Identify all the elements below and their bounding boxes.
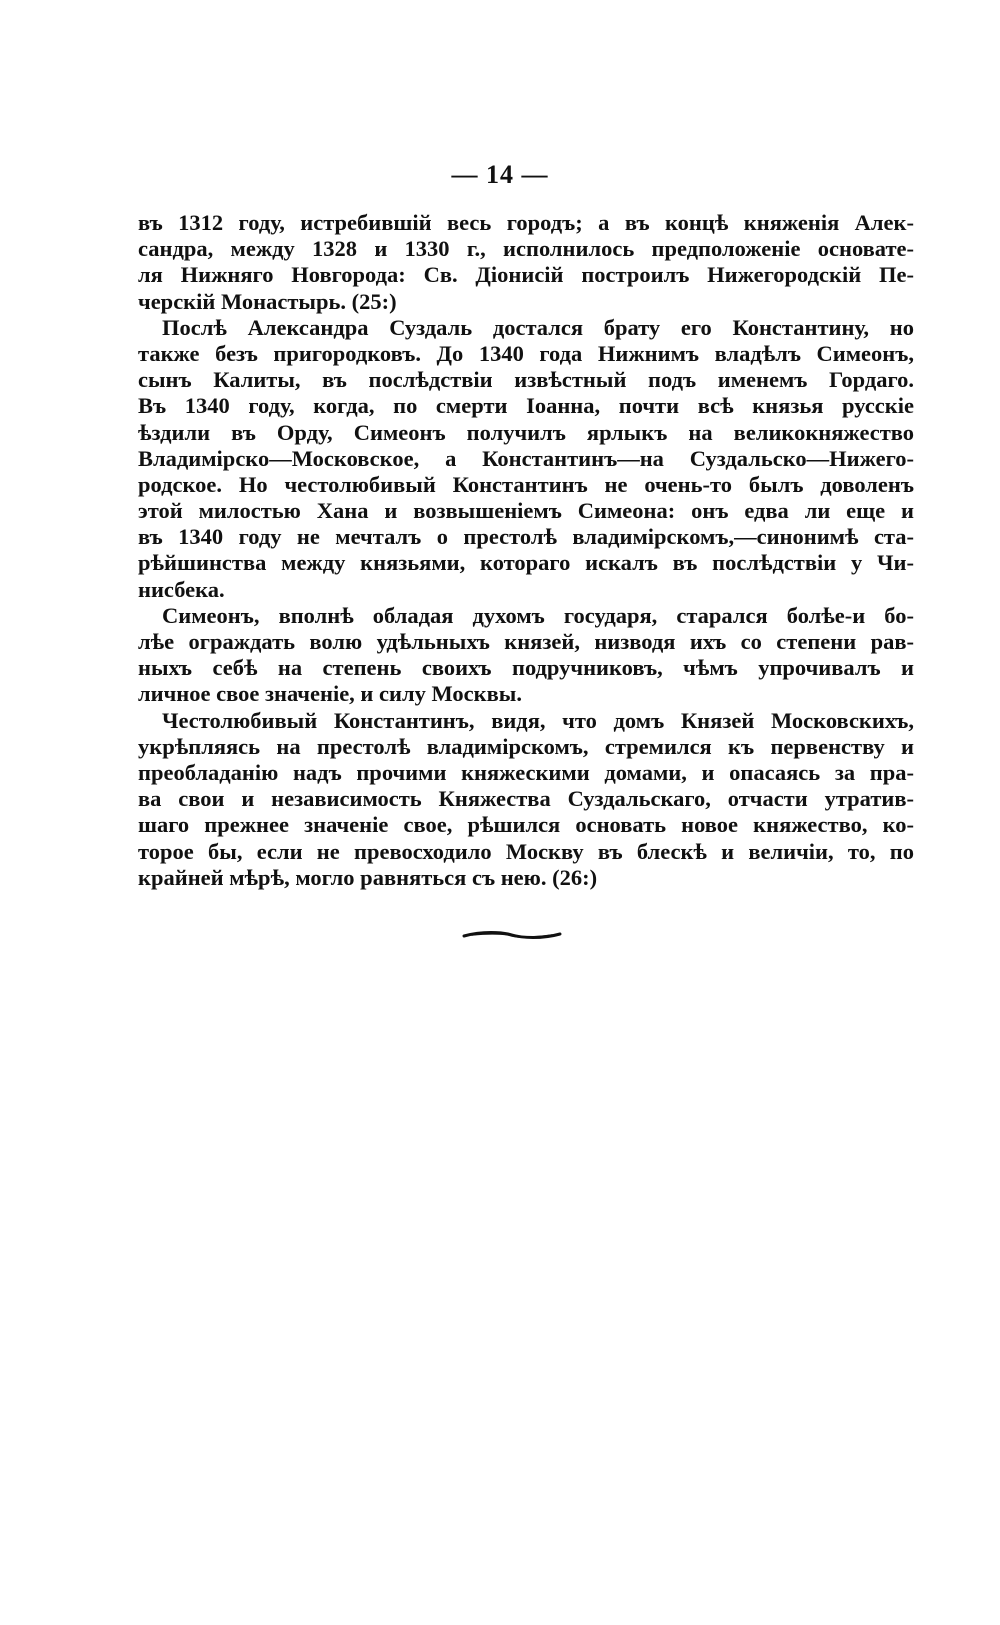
text-line: Владимірско—Московское, а Константинъ—на Суздальско—Нижего- — [138, 445, 914, 471]
text-line: нисбека. — [138, 576, 225, 602]
text-line: Честолюбивый Константинъ, видя, что домъ Князей Московскихъ, — [162, 707, 914, 733]
text-line: родское. Но честолюбивый Константинъ не очень-то былъ доволенъ — [138, 471, 914, 497]
swash-divider-icon — [462, 928, 562, 942]
text-line: ныхъ себѣ на степень своихъ подручниковъ, чѣмъ упрочивалъ и — [138, 655, 914, 681]
text-line: лѣе ограждать волю удѣльныхъ князей, низводя ихъ со степени рав- — [138, 629, 914, 654]
body-text — [138, 210, 914, 891]
text-line: крайней мѣрѣ, могло равняться съ нею. (26:) — [138, 864, 598, 890]
text-line: черскій Монастырь. (25:) — [138, 288, 397, 314]
text-line: въ 1312 году, истребившій весь городъ; а въ концѣ княженія Алек- — [138, 210, 914, 235]
text-line: торое бы, если не превосходило Москву въ блескѣ и величіи, то, по — [138, 838, 914, 864]
text-line: личное свое значеніе, и силу Москвы. — [138, 681, 522, 707]
text-line: ѣздили въ Орду, Симеонъ получилъ ярлыкъ на великокняжество — [138, 419, 914, 445]
paragraph-3 — [138, 603, 914, 708]
text-line: укрѣпляясь на престолѣ владимірскомъ, стремился къ первенству и — [138, 733, 914, 759]
text-line: сынъ Калиты, въ послѣдствіи извѣстный подъ именемъ Гордаго. — [138, 367, 914, 393]
text-line: этой милостью Хана и возвышеніемъ Симеона: онъ едва ли еще и — [138, 498, 914, 524]
paragraph-2 — [138, 315, 914, 603]
paragraph-1 — [138, 210, 914, 315]
text-line: также безъ пригородковъ. До 1340 года Нижнимъ владѣлъ Симеонъ, — [138, 340, 914, 366]
paragraph-4 — [138, 708, 914, 891]
text-line: преобладанію надъ прочими княжескими домами, и опасаясь за пра- — [138, 759, 914, 785]
text-line: Послѣ Александра Суздаль достался брату его Константину, но — [162, 314, 914, 340]
text-line: Симеонъ, вполнѣ обладая духомъ государя, старался болѣе-и бо- — [162, 602, 914, 628]
text-line: сандра, между 1328 и 1330 г., исполнилось предположеніе основате- — [138, 236, 914, 262]
text-line: Въ 1340 году, когда, по смерти Іоанна, почти всѣ князья русскіе — [138, 393, 914, 419]
text-line: шаго прежнее значеніе свое, рѣшился основать новое княжество, ко- — [138, 812, 914, 838]
page-number: — 14 — — [451, 160, 549, 189]
text-line: ля Нижняго Новгорода: Св. Діонисій построилъ Нижегородскій Пе- — [138, 262, 914, 288]
text-line: въ 1340 году не мечталъ о престолѣ владимірскомъ,—синонимѣ ста- — [138, 524, 914, 550]
text-line: рѣйшинства между князьями, котораго искалъ въ послѣдствіи у Чи- — [138, 550, 914, 576]
text-line: ва свои и независимость Княжества Суздальскаго, отчасти утратив- — [138, 786, 914, 812]
